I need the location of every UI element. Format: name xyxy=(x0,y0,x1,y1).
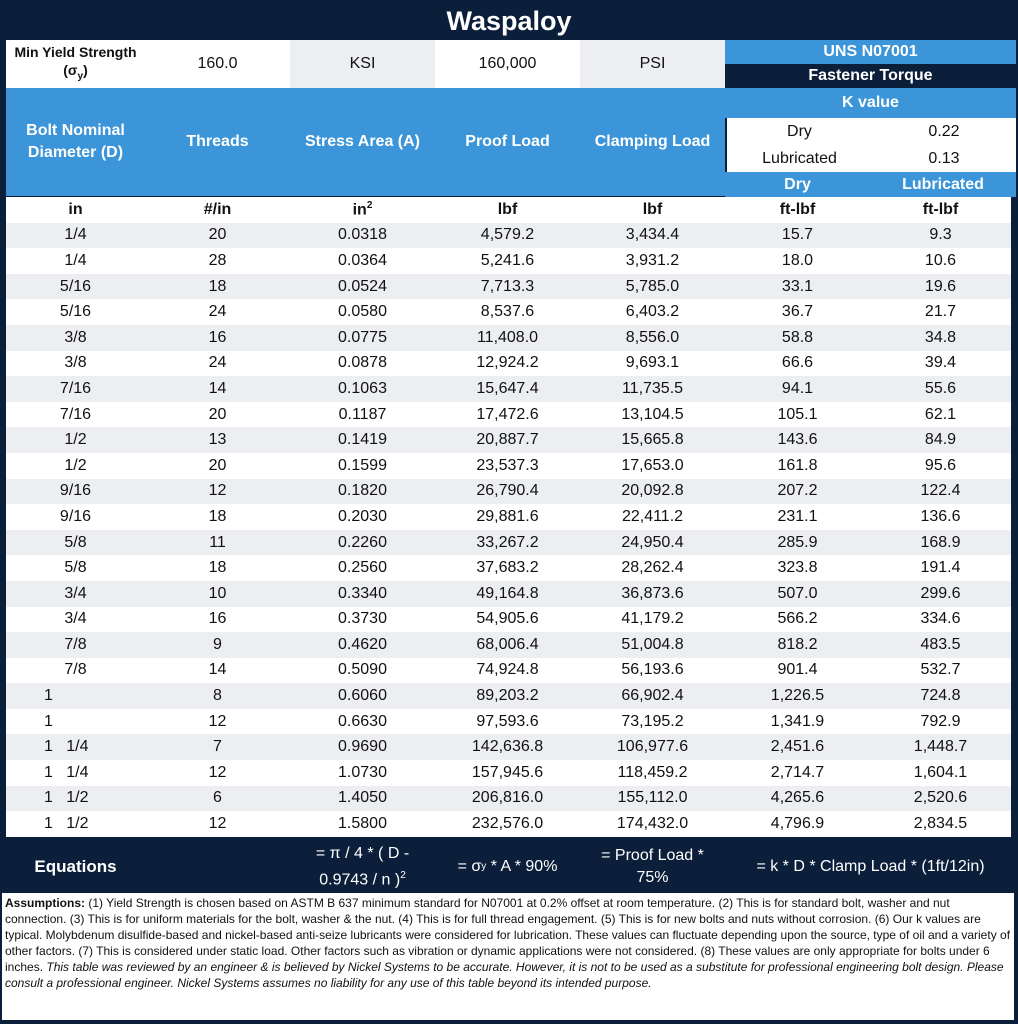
cell-diameter: 5/8 xyxy=(6,555,145,581)
table-row xyxy=(6,555,1011,581)
cell-torque-dry: 94.1 xyxy=(725,376,870,402)
yield-symbol-pre: (σ xyxy=(63,61,78,78)
unit-stress-area-base: in xyxy=(352,201,367,219)
cell-threads: 20 xyxy=(145,223,290,249)
cell-torque-dry: 231.1 xyxy=(725,504,870,530)
cell-diameter: 7/8 xyxy=(6,658,145,684)
cell-threads: 12 xyxy=(145,709,290,735)
equation-stress-area-line2-wrap xyxy=(319,865,406,891)
cell-diameter: 1 1/2 xyxy=(6,811,145,837)
k-dry-value: 0.22 xyxy=(872,118,1016,146)
cell-clamping-load: 174,432.0 xyxy=(580,811,725,837)
unit-proof-load: lbf xyxy=(435,197,580,223)
unit-clamping-load: lbf xyxy=(580,197,725,223)
cell-proof-load: 206,816.0 xyxy=(435,786,580,812)
cell-stress-area: 0.1419 xyxy=(290,427,435,453)
cell-stress-area: 0.2030 xyxy=(290,504,435,530)
cell-stress-area: 0.0524 xyxy=(290,274,435,300)
bolt-data-table xyxy=(6,197,1011,837)
yield-psi-value: 160,000 xyxy=(435,40,580,88)
cell-torque-lubricated: 2,834.5 xyxy=(870,811,1011,837)
cell-stress-area: 0.1187 xyxy=(290,402,435,428)
cell-stress-area: 0.5090 xyxy=(290,658,435,684)
yield-ksi-value: 160.0 xyxy=(145,40,290,88)
cell-stress-area: 0.1599 xyxy=(290,453,435,479)
k-dry-label: Dry xyxy=(727,118,872,146)
cell-torque-lubricated: 21.7 xyxy=(870,299,1011,325)
cell-threads: 18 xyxy=(145,504,290,530)
cell-stress-area: 0.2560 xyxy=(290,555,435,581)
cell-torque-dry: 323.8 xyxy=(725,555,870,581)
page-title: Waspaloy xyxy=(0,0,1018,40)
cell-threads: 12 xyxy=(145,811,290,837)
yield-psi-unit: PSI xyxy=(580,40,725,88)
col-lubricated: Lubricated xyxy=(870,172,1016,197)
cell-torque-lubricated: 299.6 xyxy=(870,581,1011,607)
table-row xyxy=(6,632,1011,658)
cell-threads: 10 xyxy=(145,581,290,607)
cell-stress-area: 0.6060 xyxy=(290,683,435,709)
cell-clamping-load: 66,902.4 xyxy=(580,683,725,709)
cell-diameter: 1/2 xyxy=(6,427,145,453)
equation-proof-post: * A * 90% xyxy=(486,858,558,875)
cell-torque-lubricated: 1,604.1 xyxy=(870,760,1011,786)
equation-torque: = k * D * Clamp Load * (1ft/12in) xyxy=(756,858,985,875)
cell-proof-load: 7,713.3 xyxy=(435,274,580,300)
cell-stress-area: 0.2260 xyxy=(290,530,435,556)
col-clamping-load: Clamping Load xyxy=(580,88,725,196)
cell-torque-lubricated: 532.7 xyxy=(870,658,1011,684)
cell-threads: 16 xyxy=(145,325,290,351)
cell-torque-lubricated: 84.9 xyxy=(870,427,1011,453)
cell-threads: 12 xyxy=(145,760,290,786)
assumptions-label: Assumptions: xyxy=(5,896,86,910)
cell-threads: 14 xyxy=(145,376,290,402)
cell-proof-load: 142,636.8 xyxy=(435,734,580,760)
cell-proof-load: 33,267.2 xyxy=(435,530,580,556)
cell-stress-area: 0.4620 xyxy=(290,632,435,658)
cell-threads: 24 xyxy=(145,351,290,377)
cell-diameter: 7/8 xyxy=(6,632,145,658)
cell-stress-area: 0.0318 xyxy=(290,223,435,249)
equation-proof-load xyxy=(435,843,580,891)
cell-diameter: 9/16 xyxy=(6,504,145,530)
table-row xyxy=(6,811,1011,837)
cell-torque-dry: 4,265.6 xyxy=(725,786,870,812)
cell-proof-load: 17,472.6 xyxy=(435,402,580,428)
cell-proof-load: 29,881.6 xyxy=(435,504,580,530)
cell-torque-lubricated: 55.6 xyxy=(870,376,1011,402)
equation-clamp-line1: = Proof Load * xyxy=(601,847,704,864)
equations-label: Equations xyxy=(34,857,117,876)
equation-clamp-line2: 75% xyxy=(636,869,669,886)
cell-clamping-load: 8,556.0 xyxy=(580,325,725,351)
cell-proof-load: 15,647.4 xyxy=(435,376,580,402)
equation-stress-area xyxy=(290,843,435,891)
cell-stress-area: 0.1820 xyxy=(290,479,435,505)
units-row xyxy=(6,197,1011,223)
cell-torque-dry: 1,226.5 xyxy=(725,683,870,709)
table-row xyxy=(6,734,1011,760)
cell-proof-load: 68,006.4 xyxy=(435,632,580,658)
unit-threads: #/in xyxy=(145,197,290,223)
cell-clamping-load: 51,004.8 xyxy=(580,632,725,658)
assumptions-text: (1) Yield Strength is chosen based on ASTM B 637 minimum standard for N07001 at 0.2% offset at room temperature. (2) This is for standard bolt, washer and nut connection. (3) This is for uniform materials for the bolt, washer & the nut. (4) This is for full thread engagement. (5) This is for new bolts and nuts without corrosion. (6) Our k values are typical. Molybdenum disulfide-based and nickel-based anti-seize lubricants were considered for lubrication. These values can fluctuate depending upon the source, type of oil and a variety of other factors. (7) This is considered under static load. Other factors such as vibration or dynamic applications were not considered. (8) These values are only appropriate for bolts under 6 inches. xyxy=(5,896,1011,974)
yield-label xyxy=(6,40,145,88)
cell-torque-dry: 58.8 xyxy=(725,325,870,351)
equation-stress-area-sup: 2 xyxy=(400,869,406,881)
cell-clamping-load: 3,931.2 xyxy=(580,248,725,274)
cell-clamping-load: 155,112.0 xyxy=(580,786,725,812)
equation-stress-area-line2: 0.9743 / n ) xyxy=(319,871,401,889)
cell-torque-lubricated: 334.6 xyxy=(870,607,1011,633)
yield-symbol-sub: y xyxy=(77,70,84,82)
cell-clamping-load: 11,735.5 xyxy=(580,376,725,402)
cell-clamping-load: 56,193.6 xyxy=(580,658,725,684)
cell-diameter: 1 1/4 xyxy=(6,760,145,786)
cell-diameter: 3/8 xyxy=(6,325,145,351)
cell-threads: 11 xyxy=(145,530,290,556)
cell-torque-lubricated: 39.4 xyxy=(870,351,1011,377)
assumptions-disclaimer: This table was reviewed by an engineer & is believed by Nickel Systems to be accurate. However, it is not to be used as a substitute for professional engineering bolt design. Please consult a professional engineer. Nickel Systems assumes no liability for any use of this table beyond its intended purpose. xyxy=(5,960,1004,990)
table-row xyxy=(6,504,1011,530)
table-row xyxy=(6,248,1011,274)
unit-stress-area xyxy=(290,197,435,223)
cell-stress-area: 0.6630 xyxy=(290,709,435,735)
cell-stress-area: 1.5800 xyxy=(290,811,435,837)
cell-diameter: 1/2 xyxy=(6,453,145,479)
cell-threads: 7 xyxy=(145,734,290,760)
cell-torque-dry: 143.6 xyxy=(725,427,870,453)
table-row xyxy=(6,760,1011,786)
equation-stress-area-line1: = π / 4 * ( D - xyxy=(315,844,410,862)
cell-proof-load: 5,241.6 xyxy=(435,248,580,274)
cell-threads: 20 xyxy=(145,453,290,479)
equation-proof-pre: = σ xyxy=(457,858,482,875)
cell-diameter: 1/4 xyxy=(6,248,145,274)
cell-proof-load: 20,887.7 xyxy=(435,427,580,453)
yield-ksi-unit: KSI xyxy=(290,40,435,88)
cell-torque-lubricated: 122.4 xyxy=(870,479,1011,505)
cell-threads: 16 xyxy=(145,607,290,633)
table-row xyxy=(6,376,1011,402)
col-threads: Threads xyxy=(145,88,290,196)
cell-torque-dry: 285.9 xyxy=(725,530,870,556)
cell-torque-lubricated: 1,448.7 xyxy=(870,734,1011,760)
cell-torque-lubricated: 10.6 xyxy=(870,248,1011,274)
cell-threads: 12 xyxy=(145,479,290,505)
unit-diameter: in xyxy=(6,197,145,223)
assumptions-note xyxy=(2,893,1014,1020)
cell-torque-dry: 66.6 xyxy=(725,351,870,377)
unit-stress-area-sup: 2 xyxy=(366,200,373,212)
equation-proof-sub: y xyxy=(481,861,487,872)
cell-torque-dry: 207.2 xyxy=(725,479,870,505)
col-dry: Dry xyxy=(725,172,870,197)
uns-label: UNS N07001 xyxy=(725,40,1016,64)
cell-stress-area: 1.4050 xyxy=(290,786,435,812)
cell-torque-lubricated: 62.1 xyxy=(870,402,1011,428)
cell-clamping-load: 106,977.6 xyxy=(580,734,725,760)
cell-diameter: 5/16 xyxy=(6,299,145,325)
cell-clamping-load: 5,785.0 xyxy=(580,274,725,300)
cell-torque-dry: 1,341.9 xyxy=(725,709,870,735)
cell-torque-dry: 2,451.6 xyxy=(725,734,870,760)
cell-clamping-load: 3,434.4 xyxy=(580,223,725,249)
cell-threads: 14 xyxy=(145,658,290,684)
cell-torque-dry: 105.1 xyxy=(725,402,870,428)
table-row xyxy=(6,479,1011,505)
cell-proof-load: 89,203.2 xyxy=(435,683,580,709)
cell-clamping-load: 9,693.1 xyxy=(580,351,725,377)
cell-torque-dry: 36.7 xyxy=(725,299,870,325)
unit-lubricated: ft-lbf xyxy=(870,197,1011,223)
cell-threads: 20 xyxy=(145,402,290,428)
yield-label-text: Min Yield Strength xyxy=(14,43,137,60)
cell-clamping-load: 22,411.2 xyxy=(580,504,725,530)
cell-stress-area: 0.1063 xyxy=(290,376,435,402)
cell-diameter: 1 1/4 xyxy=(6,734,145,760)
cell-clamping-load: 20,092.8 xyxy=(580,479,725,505)
cell-diameter: 3/4 xyxy=(6,581,145,607)
cell-torque-dry: 818.2 xyxy=(725,632,870,658)
cell-clamping-load: 17,653.0 xyxy=(580,453,725,479)
cell-proof-load: 49,164.8 xyxy=(435,581,580,607)
cell-threads: 6 xyxy=(145,786,290,812)
cell-proof-load: 12,924.2 xyxy=(435,351,580,377)
table-row xyxy=(6,325,1011,351)
k-value-title: K value xyxy=(725,88,1016,118)
equation-clamping-load xyxy=(580,843,725,891)
cell-diameter: 9/16 xyxy=(6,479,145,505)
table-row xyxy=(6,530,1011,556)
cell-proof-load: 8,537.6 xyxy=(435,299,580,325)
table-row xyxy=(6,683,1011,709)
cell-threads: 9 xyxy=(145,632,290,658)
cell-clamping-load: 6,403.2 xyxy=(580,299,725,325)
cell-torque-lubricated: 19.6 xyxy=(870,274,1011,300)
cell-torque-lubricated: 95.6 xyxy=(870,453,1011,479)
cell-torque-dry: 18.0 xyxy=(725,248,870,274)
table-row xyxy=(6,581,1011,607)
cell-torque-lubricated: 136.6 xyxy=(870,504,1011,530)
k-lub-label: Lubricated xyxy=(727,146,872,172)
cell-proof-load: 11,408.0 xyxy=(435,325,580,351)
table-row xyxy=(6,453,1011,479)
cell-threads: 13 xyxy=(145,427,290,453)
cell-torque-dry: 15.7 xyxy=(725,223,870,249)
cell-stress-area: 0.9690 xyxy=(290,734,435,760)
table-row xyxy=(6,402,1011,428)
cell-proof-load: 54,905.6 xyxy=(435,607,580,633)
cell-torque-lubricated: 792.9 xyxy=(870,709,1011,735)
cell-stress-area: 0.0775 xyxy=(290,325,435,351)
cell-clamping-load: 15,665.8 xyxy=(580,427,725,453)
cell-torque-dry: 901.4 xyxy=(725,658,870,684)
cell-proof-load: 157,945.6 xyxy=(435,760,580,786)
table-row xyxy=(6,351,1011,377)
cell-stress-area: 0.0580 xyxy=(290,299,435,325)
cell-torque-lubricated: 2,520.6 xyxy=(870,786,1011,812)
cell-threads: 18 xyxy=(145,274,290,300)
col-proof-load: Proof Load xyxy=(435,88,580,196)
cell-proof-load: 232,576.0 xyxy=(435,811,580,837)
cell-diameter: 1 1/2 xyxy=(6,786,145,812)
cell-torque-lubricated: 724.8 xyxy=(870,683,1011,709)
k-lub-value: 0.13 xyxy=(872,146,1016,172)
cell-clamping-load: 36,873.6 xyxy=(580,581,725,607)
cell-clamping-load: 41,179.2 xyxy=(580,607,725,633)
cell-stress-area: 0.3340 xyxy=(290,581,435,607)
cell-diameter: 5/8 xyxy=(6,530,145,556)
cell-diameter: 7/16 xyxy=(6,402,145,428)
cell-diameter: 1/4 xyxy=(6,223,145,249)
cell-clamping-load: 73,195.2 xyxy=(580,709,725,735)
yield-symbol xyxy=(63,61,87,86)
col-stress-area: Stress Area (A) xyxy=(290,88,435,196)
fastener-torque-label: Fastener Torque xyxy=(725,64,1016,88)
cell-threads: 24 xyxy=(145,299,290,325)
cell-torque-lubricated: 34.8 xyxy=(870,325,1011,351)
unit-dry: ft-lbf xyxy=(725,197,870,223)
cell-torque-lubricated: 483.5 xyxy=(870,632,1011,658)
cell-threads: 8 xyxy=(145,683,290,709)
yield-symbol-post: ) xyxy=(83,61,88,78)
table-row xyxy=(6,709,1011,735)
cell-diameter: 3/8 xyxy=(6,351,145,377)
cell-proof-load: 37,683.2 xyxy=(435,555,580,581)
cell-torque-dry: 161.8 xyxy=(725,453,870,479)
cell-diameter: 3/4 xyxy=(6,607,145,633)
table-row xyxy=(6,299,1011,325)
cell-stress-area: 0.0364 xyxy=(290,248,435,274)
cell-proof-load: 4,579.2 xyxy=(435,223,580,249)
cell-torque-dry: 566.2 xyxy=(725,607,870,633)
table-row xyxy=(6,607,1011,633)
cell-clamping-load: 24,950.4 xyxy=(580,530,725,556)
col-diameter: Bolt Nominal Diameter (D) xyxy=(6,88,145,196)
cell-clamping-load: 13,104.5 xyxy=(580,402,725,428)
cell-clamping-load: 28,262.4 xyxy=(580,555,725,581)
table-row xyxy=(6,427,1011,453)
table-row xyxy=(6,223,1011,249)
cell-proof-load: 23,537.3 xyxy=(435,453,580,479)
cell-torque-lubricated: 191.4 xyxy=(870,555,1011,581)
cell-proof-load: 97,593.6 xyxy=(435,709,580,735)
cell-diameter: 7/16 xyxy=(6,376,145,402)
cell-torque-lubricated: 9.3 xyxy=(870,223,1011,249)
cell-diameter: 5/16 xyxy=(6,274,145,300)
cell-torque-lubricated: 168.9 xyxy=(870,530,1011,556)
cell-stress-area: 1.0730 xyxy=(290,760,435,786)
cell-proof-load: 74,924.8 xyxy=(435,658,580,684)
cell-threads: 28 xyxy=(145,248,290,274)
cell-stress-area: 0.3730 xyxy=(290,607,435,633)
cell-proof-load: 26,790.4 xyxy=(435,479,580,505)
table-row xyxy=(6,786,1011,812)
cell-diameter: 1 xyxy=(6,709,145,735)
cell-threads: 18 xyxy=(145,555,290,581)
table-row xyxy=(6,274,1011,300)
cell-torque-dry: 33.1 xyxy=(725,274,870,300)
cell-clamping-load: 118,459.2 xyxy=(580,760,725,786)
table-row xyxy=(6,658,1011,684)
cell-diameter: 1 xyxy=(6,683,145,709)
cell-torque-dry: 2,714.7 xyxy=(725,760,870,786)
cell-torque-dry: 4,796.9 xyxy=(725,811,870,837)
cell-stress-area: 0.0878 xyxy=(290,351,435,377)
cell-torque-dry: 507.0 xyxy=(725,581,870,607)
